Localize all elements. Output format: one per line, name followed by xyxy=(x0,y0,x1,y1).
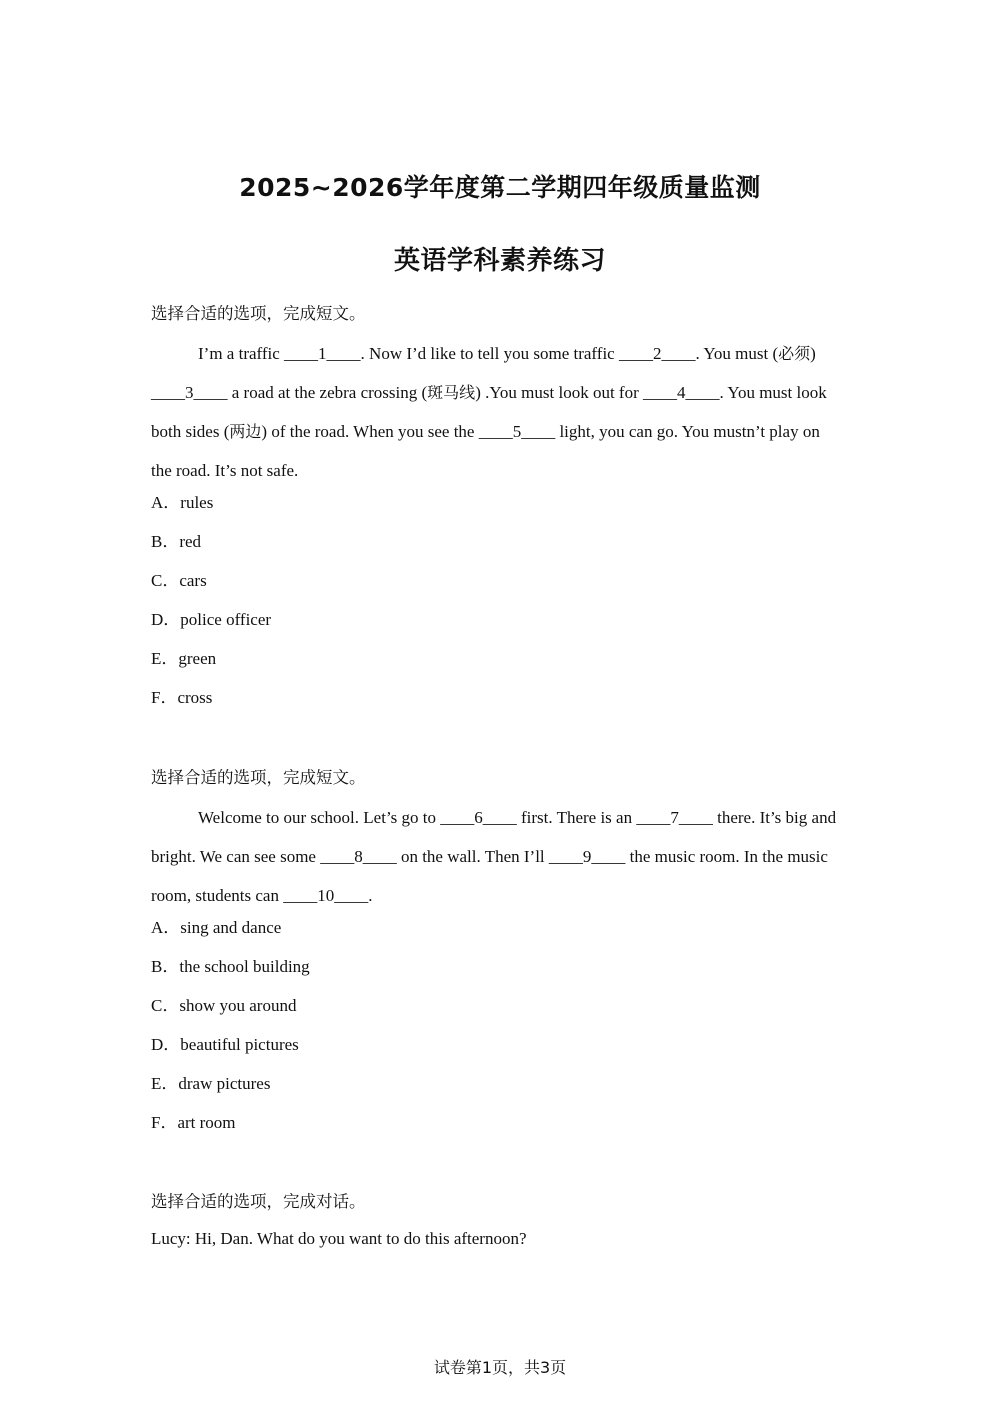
option-f xyxy=(151,683,851,722)
option-text: cross xyxy=(177,688,213,707)
option-c xyxy=(151,991,851,1030)
option-d xyxy=(151,1030,851,1069)
option-b xyxy=(151,952,851,991)
option-b xyxy=(151,527,851,566)
option-letter: B． xyxy=(151,532,180,551)
option-text: red xyxy=(179,532,202,551)
option-a xyxy=(151,488,851,527)
option-letter: F． xyxy=(151,688,178,707)
passage-text: I’m a traffic ____1____. Now I’d like to tell you some traffic ____2____. You must ( xyxy=(198,344,779,363)
option-letter: F． xyxy=(151,1113,178,1132)
option-d xyxy=(151,605,851,644)
passage-gloss: 斑马线 xyxy=(427,383,476,402)
option-letter: E． xyxy=(151,649,179,668)
option-text: cars xyxy=(179,571,207,590)
passage-text: ) ____3____ a road at the zebra crossing ( xyxy=(151,344,816,402)
passage-gloss: 两边 xyxy=(229,422,262,441)
option-text: sing and dance xyxy=(180,918,282,937)
section-3 xyxy=(151,1190,851,1254)
option-letter: C． xyxy=(151,996,180,1015)
option-letter: E． xyxy=(151,1074,179,1093)
option-e xyxy=(151,644,851,683)
option-letter: A． xyxy=(151,493,181,512)
option-text: police officer xyxy=(180,610,272,629)
option-text: green xyxy=(178,649,217,668)
passage-gloss: 必须 xyxy=(778,344,811,363)
section-2-passage: Welcome to our school. Let’s go to ____6____ first. There is an ____7____ there. It’s big and bright. We can see some ____8____ on the wall. Then I’ll ____9____ the music room. In the music room, students can ____10____. xyxy=(151,808,837,905)
page-footer: 试卷第1页，共3页 xyxy=(433,1358,567,1377)
exam-title: 2025~2026学年度第二学期四年级质量监测 xyxy=(239,173,761,202)
exam-subtitle: 英语学科素养练习 xyxy=(393,246,606,276)
dialogue-line: Lucy: Hi, Dan. What do you want to do this afternoon? xyxy=(151,1229,527,1248)
section-1-heading: 选择合适的选项，完成短文。 xyxy=(151,304,366,323)
option-text: the school building xyxy=(179,957,310,976)
option-a xyxy=(151,913,851,952)
option-text: art room xyxy=(177,1113,236,1132)
option-text: draw pictures xyxy=(178,1074,271,1093)
option-letter: C． xyxy=(151,571,180,590)
section-2 xyxy=(151,766,851,1147)
option-letter: A． xyxy=(151,918,181,937)
option-c xyxy=(151,566,851,605)
section-3-heading: 选择合适的选项，完成对话。 xyxy=(151,1192,366,1211)
section-1-passage xyxy=(151,334,841,490)
passage-text: ) .You must look out for ____4____. You must look both sides ( xyxy=(151,383,827,441)
option-letter: D． xyxy=(151,1035,181,1054)
option-e xyxy=(151,1069,851,1108)
option-letter: B． xyxy=(151,957,180,976)
option-text: show you around xyxy=(179,996,297,1015)
section-2-heading: 选择合适的选项，完成短文。 xyxy=(151,768,366,787)
option-f xyxy=(151,1108,851,1147)
option-text: beautiful pictures xyxy=(180,1035,299,1054)
passage-text: ) of the road. When you see the ____5____ light, you can go. You mustn’t play on the road. It’s not safe. xyxy=(151,422,820,480)
option-text: rules xyxy=(180,493,214,512)
section-1 xyxy=(151,302,851,722)
option-letter: D． xyxy=(151,610,181,629)
